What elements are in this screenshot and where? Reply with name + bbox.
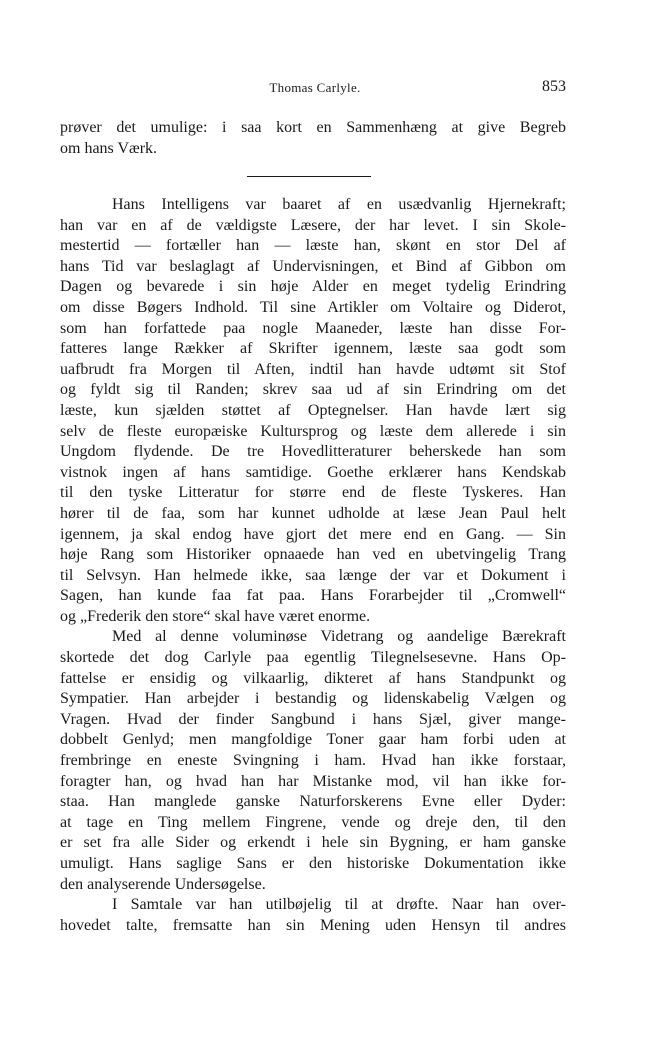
text-line: er set fra alle Sider og erkendt i hele sin Bygning, er ham ganske xyxy=(60,834,566,852)
text-line: Dagen og bevarede i sin høje Alder en meget tydelig Erindring xyxy=(60,278,566,296)
text-line: umuligt. Hans saglige Sans er den historiske Dokumentation ikke xyxy=(60,855,566,872)
text-line: at tage en Ting mellem Fingrene, vende og dreje den, til den xyxy=(60,813,566,831)
text-line: høje Rang som Historiker opnaaede han ved en ubetvingelig Trang xyxy=(60,546,566,564)
text-line: den analyserende Undersøgelse. xyxy=(60,875,266,893)
text-line: vistnok ingen af hans samtidige. Goethe erklærer hans Kendskab xyxy=(60,463,566,481)
text-line: selv de fleste europæiske Kultursprog og læste dem allerede i sin xyxy=(60,422,566,440)
text-line: dobbelt Genlyd; men mangfoldige Toner gaar ham forbi uden at xyxy=(60,731,566,749)
text-line: om disse Bøgers Indhold. Til sine Artikler om Voltaire og Diderot, xyxy=(60,298,566,316)
text-line: foragter han, og hvad han har Mistanke mod, vil han ikke for- xyxy=(60,772,566,790)
text-line: frembringe en eneste Svingning i ham. Hvad han ikke forstaar, xyxy=(60,752,566,770)
paragraph xyxy=(60,895,566,936)
text-line: igennem, ja skal endog have gjort det mere end en Gang. — Sin xyxy=(60,525,566,543)
text-line: Sympatier. Han arbejder i bestandig og lidenskabelig Vælgen og xyxy=(60,690,566,708)
text-line: hovedet talte, fremsatte han sin Mening uden Hensyn til andres xyxy=(60,916,566,934)
text-line: hører til de faa, som har kunnet udholde at læse Jean Paul helt xyxy=(60,504,566,522)
text-line: og fyldt sig til Randen; skrev saa ud af sin Erindring om det xyxy=(60,381,566,399)
text-line: fatteres lange Rækker af Skrifter igennem, læste saa godt som xyxy=(60,340,566,358)
text-line: hans Tid var beslaglagt af Undervisningen, et Bind af Gibbon om xyxy=(60,257,566,275)
running-title: Thomas Carlyle. xyxy=(269,80,361,95)
text-line: læste, kun sjælden støttet af Optegnelser. Han havde lært sig xyxy=(60,401,566,419)
text-line: skortede det dog Carlyle paa egentlig Tilegnelsesevne. Hans Op- xyxy=(60,649,566,667)
section-divider xyxy=(247,176,371,177)
text-line: Ungdom flydende. De tre Hovedlitteraturer beherskede han som xyxy=(60,443,566,461)
text-line: Sagen, han kunde faa fat paa. Hans Forarbejder til „Cromwell“ xyxy=(60,587,566,605)
text-line: og „Frederik den store“ skal have været enorme. xyxy=(60,607,371,625)
text-line: I Samtale var han utilbøjelig til at drøfte. Naar han over- xyxy=(112,896,566,914)
running-head xyxy=(60,80,570,100)
paragraph xyxy=(60,627,566,895)
text-line: til Selvsyn. Han helmede ikke, saa længe der var et Dokument i xyxy=(60,566,566,584)
text-line: staa. Han manglede ganske Naturforskerens Evne eller Dyder: xyxy=(60,793,566,811)
body-text xyxy=(60,195,566,936)
text-line: Med al denne voluminøse Videtrang og aandelige Bærekraft xyxy=(112,628,566,646)
text-line: mestertid — fortæller han — læste han, skønt en stor Del af xyxy=(60,237,566,255)
text-line: fattelse er ensidig og vilkaarlig, dikteret af hans Standpunkt og xyxy=(60,669,566,687)
text-line: han var en af de vældigste Læsere, der har levet. I sin Skole- xyxy=(60,216,566,234)
text-line: uafbrudt fra Morgen til Aften, indtil han havde udtømt sit Stof xyxy=(60,360,566,378)
text-line: som han forfattede paa nogle Maaneder, læste han disse For- xyxy=(60,319,566,337)
page-number: 853 xyxy=(542,78,566,95)
text-line: Vragen. Hvad der finder Sangbund i hans Sjæl, giver mange- xyxy=(60,710,566,728)
text-line: Hans Intelligens var baaret af en usædvanlig Hjernekraft; xyxy=(112,196,566,213)
text-line: prøver det umulige: i saa kort en Sammenhæng at give Begreb xyxy=(60,119,566,136)
paragraph xyxy=(60,195,566,627)
text-line: til den tyske Litteratur for større end de fleste Tyskeres. Han xyxy=(60,484,566,502)
text-line: om hans Værk. xyxy=(60,139,158,157)
opening-fragment xyxy=(60,118,566,159)
